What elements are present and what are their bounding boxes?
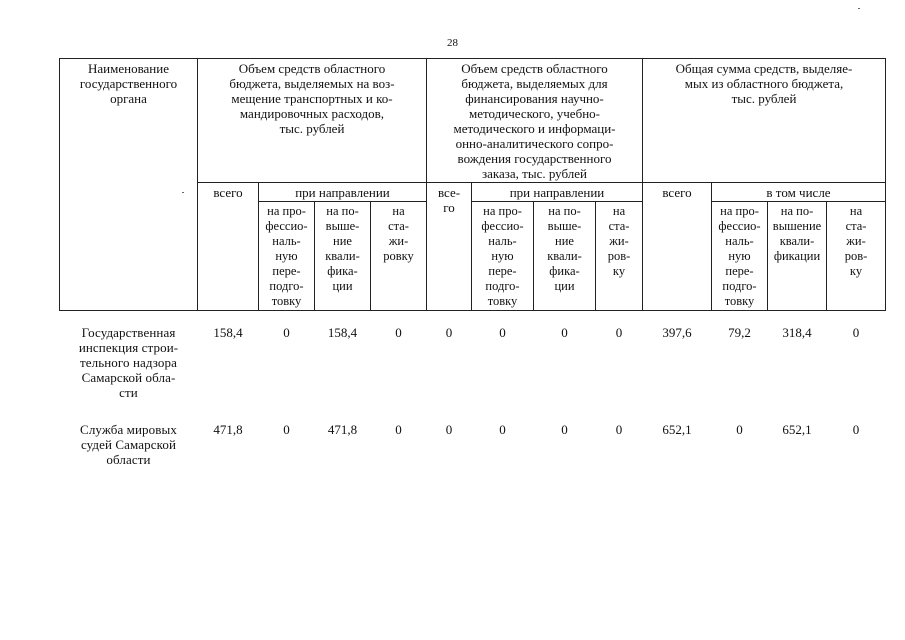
value-cell: 158,4 <box>213 325 243 340</box>
value-cell: 0 <box>445 422 453 437</box>
value-cell: 0 <box>395 422 402 437</box>
header-direction-transport: при направлении <box>259 183 427 202</box>
table-row <box>60 325 886 400</box>
org-name-cell: Государственная инспекция строи- тельного надзора Самарской обла- сти <box>78 325 179 400</box>
value-cell: 0 <box>852 325 860 340</box>
value-cell: 0 <box>283 422 290 437</box>
org-name-cell: Служба мировых судей Самарской области <box>80 422 177 467</box>
header-internship: на ста- жи- ровку <box>371 202 427 311</box>
value-cell: 397,6 <box>662 325 692 340</box>
value-cell: 318,4 <box>782 325 812 340</box>
page-number: 28 <box>447 37 458 49</box>
header-including: в том числе <box>712 183 886 202</box>
value-cell: 0 <box>736 422 743 437</box>
header-retraining: на про- фессио- наль- ную пере- подго- товку <box>712 202 768 311</box>
scan-speck <box>858 8 860 9</box>
value-cell: 471,8 <box>213 422 243 437</box>
header-group-methodical: Объем средств областного бюджета, выделяемых для финансирования научно- методического, учебно- методического и информаци- онно-аналитического сопро- вождения государственного заказа, тыс. рублей <box>427 59 643 183</box>
value-cell: 0 <box>852 422 860 437</box>
value-cell: 0 <box>499 422 506 437</box>
value-cell: 471,8 <box>327 422 358 437</box>
value-cell: 0 <box>615 422 623 437</box>
header-total-transport: всего <box>198 183 259 311</box>
table-row <box>60 422 886 467</box>
header-qualification: на по- выше- ние квали- фика- ции <box>315 202 371 311</box>
header-group-total: Общая сумма средств, выделяе- мых из областного бюджета, тыс. рублей <box>643 59 886 183</box>
value-cell: 0 <box>395 325 402 340</box>
value-cell: 652,1 <box>782 422 812 437</box>
value-cell: 0 <box>283 325 290 340</box>
header-group-transport: Объем средств областного бюджета, выделяемых на воз- мещение транспортных и ко- мандировочных расходов, тыс. рублей <box>198 59 427 183</box>
header-qualification: на по- вышение квали- фикации <box>768 202 827 311</box>
header-direction-methodical: при направлении <box>472 183 643 202</box>
header-total-methodical: все- го <box>427 183 472 311</box>
value-cell: 79,2 <box>728 325 751 340</box>
value-cell: 0 <box>499 325 506 340</box>
value-cell: 0 <box>445 325 453 340</box>
header-qualification: на по- выше- ние квали- фика- ции <box>534 202 596 311</box>
header-retraining: на про- фессио- наль- ную пере- подго- товку <box>472 202 534 311</box>
value-cell: 652,1 <box>662 422 692 437</box>
budget-table <box>59 58 886 467</box>
value-cell: 158,4 <box>327 325 358 340</box>
header-total-sum: всего <box>643 183 712 311</box>
header-retraining: на про- фессио- наль- ную пере- подго- товку <box>259 202 315 311</box>
value-cell: 0 <box>561 325 568 340</box>
header-internship: на ста- жи- ров- ку <box>596 202 643 311</box>
value-cell: 0 <box>561 422 568 437</box>
header-internship: на ста- жи- ров- ку <box>827 202 886 311</box>
header-org-name: Наименование государственного органа <box>60 59 198 311</box>
value-cell: 0 <box>615 325 623 340</box>
